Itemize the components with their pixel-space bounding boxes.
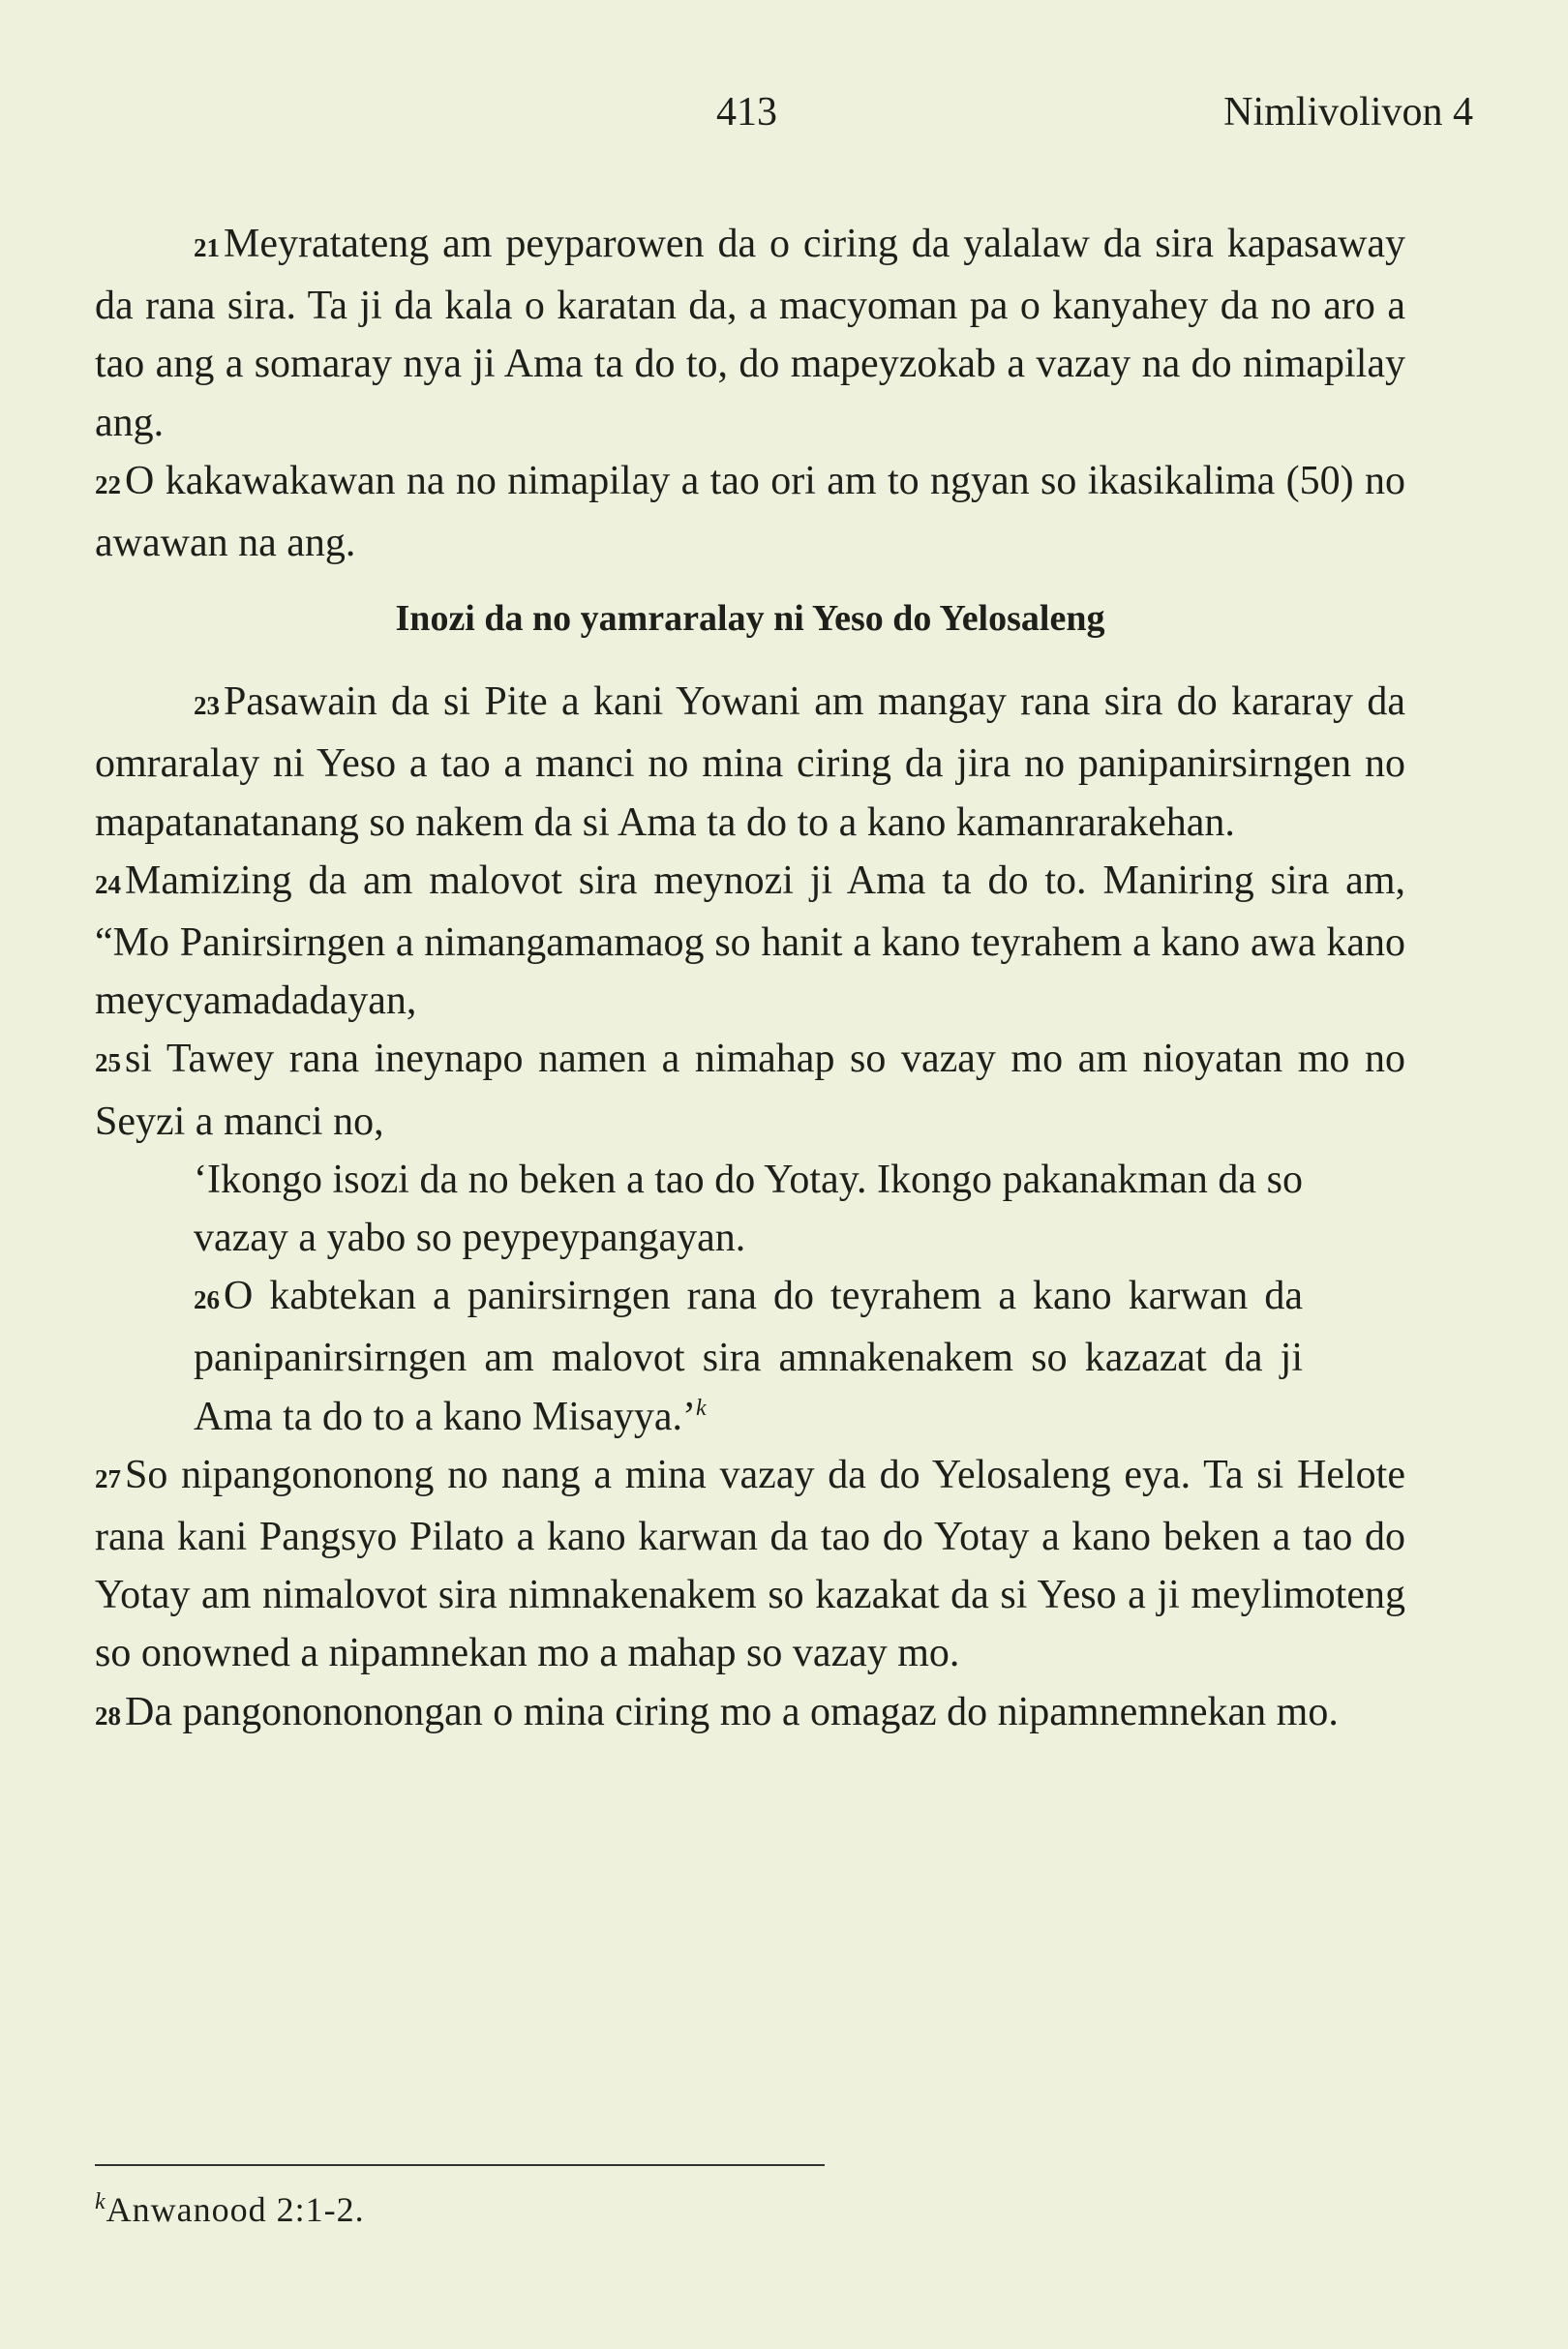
verse-text: O kabtekan a panirsirngen rana do teyrahem a kano karwan da panipanirsirngen am malovot sira amnakenakem so kazazat da ji Ama ta do to a kano Misayya.’ xyxy=(194,1274,1303,1439)
verse-number: 26 xyxy=(194,1285,220,1315)
verse-text: Meyratateng am peyparowen da o ciring da yalalaw da sira kapasaway da rana sira. Ta ji da kala o karatan da, a macyoman pa o kanyahey da no aro a tao ang a somaray nya ji Ama ta do to, do mapeyzokab a vazay na do nimapilay ang. xyxy=(95,222,1405,445)
verse-22 xyxy=(95,452,1405,572)
footnote-marker: k xyxy=(696,1395,707,1421)
footnote-letter: k xyxy=(95,2189,106,2214)
verse-26 xyxy=(194,1267,1303,1446)
verse-text: si Tawey rana ineynapo namen a nimahap so vazay mo am nioyatan mo no Seyzi a manci no, xyxy=(95,1037,1405,1144)
verse-text: O kakawakawan na no nimapilay a tao ori am to ngyan so ikasikalima (50) no awawan na ang. xyxy=(95,458,1405,566)
scripture-text xyxy=(95,215,1405,1745)
page-header xyxy=(95,89,1473,147)
verse-number: 25 xyxy=(95,1048,121,1078)
footnote xyxy=(95,2189,365,2230)
verse-number: 28 xyxy=(95,1701,121,1731)
verse-21 xyxy=(95,215,1405,452)
footnote-divider xyxy=(95,2164,825,2166)
verse-text: Pasawain da si Pite a kani Yowani am mangay rana sira do kararay da omraralay ni Yeso a tao a manci no mina ciring da jira no panipanirsirngen no mapatanatanang so nakem da si Ama ta do to a kano kamanrarakehan. xyxy=(95,679,1405,845)
page-number: 413 xyxy=(716,90,777,135)
verse-text: Da pangonononongan o mina ciring mo a omagaz do nipamnemnekan mo. xyxy=(125,1689,1339,1734)
quotation xyxy=(194,1151,1303,1267)
section-heading: Inozi da no yamraralay ni Yeso do Yelosaleng xyxy=(395,598,1105,640)
verse-27 xyxy=(95,1446,1405,1683)
verse-24 xyxy=(95,852,1405,1031)
running-head: Nimlivolivon 4 xyxy=(1223,90,1473,135)
verse-text: So nipangononong no nang a mina vazay da do Yelosaleng eya. Ta si Helote rana kani Pangsyo Pilato a kano karwan da tao do Yotay a kano beken a tao do Yotay am nimalovot sira nimnakenakem so kazakat da si Yeso a ji meylimoteng so onowned a nipamnekan mo a mahap so vazay mo. xyxy=(95,1452,1405,1676)
verse-23 xyxy=(95,673,1405,852)
verse-number: 27 xyxy=(95,1463,121,1493)
verse-28 xyxy=(95,1683,1405,1745)
verse-number: 23 xyxy=(194,691,220,721)
quotation-text: ‘Ikongo isozi da no beken a tao do Yotay. Ikongo pakanakman da so vazay a yabo so peypeypangayan. xyxy=(194,1157,1303,1261)
verse-number: 22 xyxy=(95,469,121,499)
verse-number: 21 xyxy=(194,233,220,262)
verse-text: Mamizing da am malovot sira meynozi ji Ama ta do to. Maniring sira am, “Mo Panirsirngen a nimangamamaog so hanit a kano teyrahem a kano awa kano meycyamadadayan, xyxy=(95,858,1405,1024)
verse-number: 24 xyxy=(95,869,121,899)
footnote-text: Anwanood 2:1-2. xyxy=(106,2190,365,2229)
verse-25 xyxy=(95,1030,1405,1150)
